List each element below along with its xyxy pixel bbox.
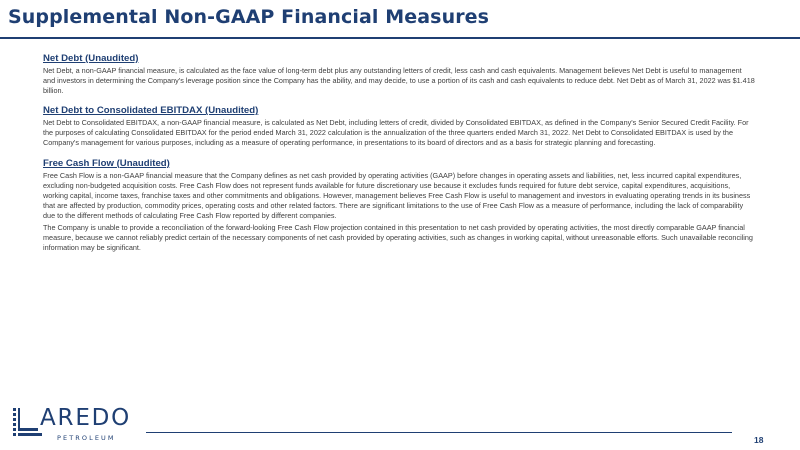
section-heading: Net Debt (Unaudited) <box>43 53 139 64</box>
section-paragraph: Net Debt, a non-GAAP financial measure, is calculated as the face value of long-term debt plus any outstanding letters of credit, less cash and cash equivalents. Management believes Net Debt is useful to management and investors in determining the Company's leverage position since the Company has the ability, and may decide, to use a portion of its cash and cash equivalents to reduce debt. Net Debt as of March 31, 2022 was $1.418 billion. <box>43 66 755 96</box>
logo-wordmark: AREDO <box>40 405 132 431</box>
page-number: 18 <box>754 435 764 445</box>
section-free-cash-flow <box>43 158 755 254</box>
logo-subtitle: PETROLEUM <box>57 434 116 442</box>
section-paragraph: Free Cash Flow is a non-GAAP financial measure that the Company defines as net cash provided by operating activities (GAAP) before changes in operating assets and liabilities, net, less incurred capital expenditures, excluding non-budgeted acquisition costs. Free Cash Flow does not represent funds available for future discretionary use because it excludes funds required for future debt service, capital expenditures, acquisitions, working capital, income taxes, franchise taxes and other commitments and obligations. However, management believes Free Cash Flow is useful to management and investors in evaluating operating trends in its business that are affected by production, commodity prices, operating costs and other related factors. There are significant limitations to the use of Free Cash Flow as a measure of performance, including the lack of comparability due to the different methods of calculating Free Cash Flow reported by different companies. <box>43 170 751 220</box>
content-area <box>43 53 755 262</box>
page-title: Supplemental Non-GAAP Financial Measures <box>8 6 490 28</box>
section-net-debt <box>43 53 755 96</box>
title-divider <box>0 37 800 39</box>
section-paragraph: Net Debt to Consolidated EBITDAX, a non-GAAP financial measure, is calculated as Net Debt, including letters of credit, divided by Consolidated EBITDAX, as defined in the Company's Senior Secured Credit Facility. For the purposes of calculating Consolidated EBITDAX for the period ended March 31, 2022 calculation is the annualization of the three quarters ended March 31, 2022. Net Debt to Consolidated EBITDAX is used by the Company's management for various purposes, including as a measure of operating performance, in presentations to its board of directors and as a basis for strategic planning and forecasting. <box>43 118 749 148</box>
section-heading: Free Cash Flow (Unaudited) <box>43 157 170 169</box>
laredo-logo-icon <box>11 405 43 439</box>
footer-divider <box>146 432 732 433</box>
section-paragraph: The Company is unable to provide a reconciliation of the forward-looking Free Cash Flow projection contained in this presentation to net cash provided by operating activities, the most directly comparable GAAP financial measure, because we cannot reliably predict certain of the necessary components of net cash provided by operating activities, such as changes in working capital, without unreasonable efforts. Such unavailable reconciling information may be significant. <box>43 223 753 253</box>
section-net-debt-to-ebitdax <box>43 105 755 148</box>
section-heading: Net Debt to Consolidated EBITDAX (Unaudited) <box>43 105 259 117</box>
company-logo <box>11 405 143 445</box>
